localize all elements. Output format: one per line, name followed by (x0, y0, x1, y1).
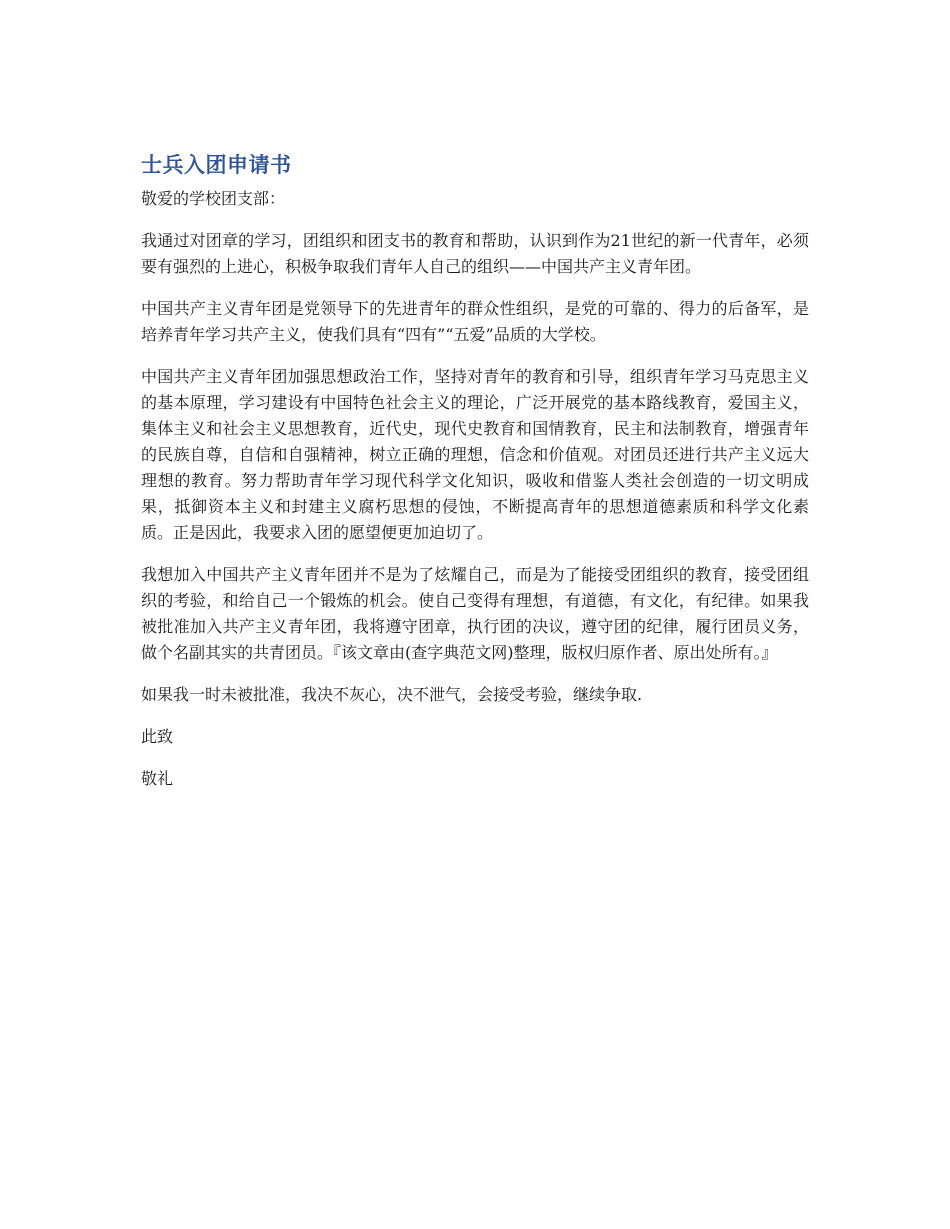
closing-cizhi: 此致 (141, 727, 174, 746)
paragraph-2: 中国共产主义青年团是党领导下的先进青年的群众性组织，是党的可靠的、得力的后备军，是培养青年学习共产主义，使我们具有“四有”“五爱”品质的大学校。 (141, 299, 809, 344)
salutation: 敬爱的学校团支部： (141, 189, 286, 208)
closing-jingli: 敬礼 (141, 769, 174, 788)
paragraph-5: 如果我一时未被批准，我决不灰心，决不泄气，会接受考验，继续争取. (141, 685, 643, 704)
document-body (141, 150, 809, 808)
paragraph-3: 中国共产主义青年团加强思想政治工作，坚持对青年的教育和引导，组织青年学习马克思主义的基本原理，学习建设有中国特色社会主义的理论，广泛开展党的基本路线教育，爱国主义，集体主义和社会主义思想教育，近代史，现代史教育和国情教育，民主和法制教育，增强青年的民族自尊，自信和自强精神，树立正确的理想，信念和价值观。对团员还进行共产主义远大理想的教育。努力帮助青年学习现代科学文化知识，吸收和借鉴人类社会创造的一切文明成果，抵御资本主义和封建主义腐朽思想的侵蚀，不断提高青年的思想道德素质和科学文化素质。正是因此，我要求入团的愿望便更加迫切了。 (141, 367, 809, 542)
paragraph-4: 我想加入中国共产主义青年团并不是为了炫耀自己，而是为了能接受团组织的教育，接受团组织的考验，和给自己一个锻炼的机会。使自己变得有理想，有道德，有文化，有纪律。如果我被批准加入共产主义青年团，我将遵守团章，执行团的决议，遵守团的纪律，履行团员义务，做个名副其实的共青团员。『该文章由(查字典范文网)整理，版权归原作者、原出处所有。』 (141, 565, 809, 662)
document-title: 士兵入团申请书 (141, 153, 292, 177)
paragraph-1: 我通过对团章的学习，团组织和团支书的教育和帮助，认识到作为21世纪的新一代青年，必须要有强烈的上进心，积极争取我们青年人自己的组织——中国共产主义青年团。 (141, 231, 809, 276)
